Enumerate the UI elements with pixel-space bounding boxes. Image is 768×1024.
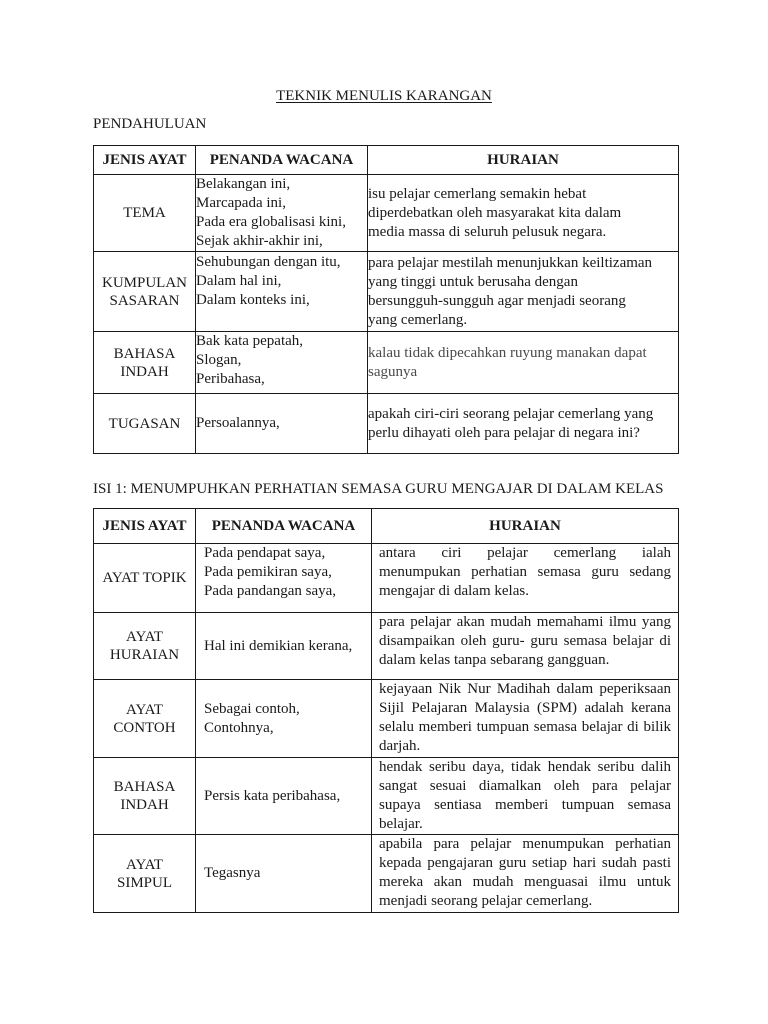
- huraian-cell: [372, 613, 679, 680]
- penanda-wacana-line: Sehubungan dengan itu,: [196, 254, 341, 270]
- jenis-ayat-cell: [94, 680, 196, 758]
- huraian-line: para pelajar akan mudah memahami ilmu yang: [379, 614, 671, 630]
- huraian-cell: [368, 394, 679, 454]
- column-header-huraian: HURAIAN: [372, 509, 679, 544]
- huraian-line: belajar.: [379, 816, 423, 832]
- penanda-wacana-cell: [196, 332, 368, 394]
- huraian-cell: [372, 835, 679, 913]
- huraian-line: supaya sentiasa memberi tumpuan semasa: [379, 797, 671, 813]
- penanda-wacana-line: Peribahasa,: [196, 371, 265, 387]
- column-header-jenis-ayat: JENIS AYAT: [94, 146, 196, 175]
- huraian-cell: [372, 758, 679, 835]
- jenis-ayat-label: SASARAN: [109, 292, 180, 309]
- huraian-line: yang tinggi untuk berusaha dengan: [368, 273, 578, 290]
- peribahasa-line: kalau tidak dipecahkan ruyung manakan dapat: [368, 344, 647, 361]
- penanda-wacana-cell: [196, 680, 372, 758]
- isi-1-table: [93, 508, 679, 913]
- jenis-ayat-label: SIMPUL: [116, 874, 172, 891]
- huraian-line: apakah ciri-ciri seorang pelajar cemerlang yang: [368, 405, 654, 422]
- column-header-huraian: HURAIAN: [368, 146, 679, 175]
- column-header-penanda-wacana: PENANDA WACANA: [196, 146, 368, 175]
- penanda-wacana-cell: [196, 613, 372, 680]
- table-header-row: [94, 509, 679, 544]
- huraian-cell: [368, 252, 679, 332]
- table-row-bahasa-indah: [94, 758, 679, 835]
- penanda-wacana-line: Pada pemikiran saya,: [204, 564, 332, 580]
- penanda-wacana-line: Belakangan ini,: [196, 176, 291, 192]
- penanda-wacana-cell: [196, 544, 372, 613]
- penanda-wacana-line: Bak kata pepatah,: [196, 333, 304, 349]
- huraian-line: para pelajar mestilah menunjukkan keiltizaman: [368, 254, 653, 271]
- penanda-wacana-line: Contohnya,: [204, 719, 274, 736]
- huraian-line: apabila para pelajar menumpukan perhatian: [379, 836, 671, 852]
- document-title: [0, 87, 768, 106]
- huraian-line: diperdebatkan oleh masyarakat kita dalam: [368, 204, 622, 221]
- huraian-line: isu pelajar cemerlang semakin hebat: [368, 185, 587, 202]
- penanda-wacana-line: Pada pendapat saya,: [204, 545, 326, 561]
- huraian-line: media massa di seluruh pelusuk negara.: [368, 223, 607, 240]
- penanda-wacana-cell: [196, 394, 368, 454]
- penanda-wacana-line: Hal ini demikian kerana,: [204, 637, 353, 654]
- jenis-ayat-label: INDAH: [120, 363, 169, 380]
- huraian-line: yang cemerlang.: [368, 311, 468, 328]
- column-header-penanda-wacana: PENANDA WACANA: [196, 509, 372, 544]
- huraian-line: kejayaan Nik Nur Madihah dalam peperiksaan: [379, 681, 671, 697]
- table-row-ayat-topik: [94, 544, 679, 613]
- huraian-cell: [368, 332, 679, 394]
- huraian-line: mereka akan mudah menguasai ilmu untuk: [379, 874, 671, 890]
- penanda-wacana-cell: [196, 758, 372, 835]
- penanda-wacana-cell: [196, 835, 372, 913]
- penanda-wacana-line: Pada era globalisasi kini,: [196, 214, 346, 230]
- peribahasa-line: sagunya: [368, 363, 418, 380]
- jenis-ayat-cell: [94, 394, 196, 454]
- huraian-line: hendak seribu daya, tidak hendak seribu dalih: [379, 759, 671, 775]
- jenis-ayat-cell: [94, 758, 196, 835]
- huraian-line: Sijil Pelajaran Malaysia (SPM) adalah kerana: [379, 700, 671, 716]
- penanda-wacana-line: Persoalannya,: [196, 415, 280, 431]
- section-heading-pendahuluan: PENDAHULUAN: [93, 116, 207, 132]
- penanda-wacana-line: Marcapada ini,: [196, 195, 286, 211]
- table-row-ayat-huraian: [94, 613, 679, 680]
- jenis-ayat-cell: [94, 332, 196, 394]
- jenis-ayat-label: BAHASA: [113, 345, 176, 362]
- table-row-bahasa-indah: [94, 332, 679, 394]
- huraian-line: menjadi seorang pelajar cemerlang.: [379, 893, 593, 909]
- section-heading-isi-1: ISI 1: MENUMPUHKAN PERHATIAN SEMASA GURU MENGAJAR DI DALAM KELAS: [93, 481, 664, 497]
- penanda-wacana-line: Persis kata peribahasa,: [204, 787, 341, 804]
- jenis-ayat-label: AYAT: [126, 856, 163, 873]
- huraian-line: disampaikan oleh guru- guru semasa belajar di: [379, 633, 671, 649]
- penanda-wacana-line: Slogan,: [196, 352, 242, 368]
- jenis-ayat-label: TUGASAN: [108, 415, 181, 432]
- huraian-cell: [372, 544, 679, 613]
- jenis-ayat-label: BAHASA: [113, 779, 176, 795]
- jenis-ayat-label: TEMA: [123, 205, 166, 221]
- table-row-ayat-contoh: [94, 680, 679, 758]
- huraian-line: bersungguh-sungguh agar menjadi seorang: [368, 292, 626, 309]
- penanda-wacana-cell: [196, 175, 368, 252]
- huraian-cell: [368, 175, 679, 252]
- huraian-line: antara ciri pelajar cemerlang ialah: [379, 545, 671, 561]
- jenis-ayat-cell: [94, 613, 196, 680]
- table-row-tema: [94, 175, 679, 252]
- jenis-ayat-label: HURAIAN: [109, 647, 180, 663]
- table-row-ayat-simpul: [94, 835, 679, 913]
- huraian-line: perlu dihayati oleh para pelajar di negara ini?: [368, 424, 640, 441]
- huraian-line: kepada pengajaran guru setiap hari sudah pasti: [379, 855, 671, 871]
- jenis-ayat-label: CONTOH: [113, 719, 176, 736]
- penanda-wacana-line: Sebagai contoh,: [204, 700, 300, 717]
- jenis-ayat-cell: [94, 544, 196, 613]
- penanda-wacana-line: Dalam konteks ini,: [196, 292, 310, 308]
- jenis-ayat-label: AYAT TOPIK: [102, 570, 187, 586]
- huraian-line: darjah.: [379, 738, 421, 754]
- table-row-kumpulan-sasaran: [94, 252, 679, 332]
- jenis-ayat-label: AYAT: [126, 701, 163, 718]
- huraian-line: dalam kelas tanpa sebarang gangguan.: [379, 652, 610, 668]
- document-title-text: TEKNIK MENULIS KARANGAN: [276, 88, 492, 104]
- column-header-jenis-ayat: JENIS AYAT: [94, 509, 196, 544]
- penanda-wacana-cell: [196, 252, 368, 332]
- jenis-ayat-label: KUMPULAN: [101, 274, 187, 291]
- jenis-ayat-label: INDAH: [120, 797, 169, 813]
- jenis-ayat-cell: [94, 175, 196, 252]
- table-row-tugasan: [94, 394, 679, 454]
- huraian-line: selalu memberi tumpuan semasa belajar di bilik: [379, 719, 671, 735]
- jenis-ayat-cell: [94, 835, 196, 913]
- penanda-wacana-line: Sejak akhir-akhir ini,: [196, 233, 323, 249]
- huraian-line: menumpukan perhatian semasa guru sedang: [379, 564, 671, 580]
- jenis-ayat-label: AYAT: [126, 629, 163, 645]
- penanda-wacana-line: Pada pandangan saya,: [204, 583, 337, 599]
- huraian-line: sangat sesuai diamalkan oleh para pelajar: [379, 778, 671, 794]
- huraian-cell: [372, 680, 679, 758]
- table-header-row: [94, 146, 679, 175]
- pendahuluan-table: [93, 145, 679, 454]
- penanda-wacana-line: Dalam hal ini,: [196, 273, 282, 289]
- huraian-line: mengajar di dalam kelas.: [379, 583, 529, 599]
- penanda-wacana-line: Tegasnya: [204, 865, 261, 881]
- jenis-ayat-cell: [94, 252, 196, 332]
